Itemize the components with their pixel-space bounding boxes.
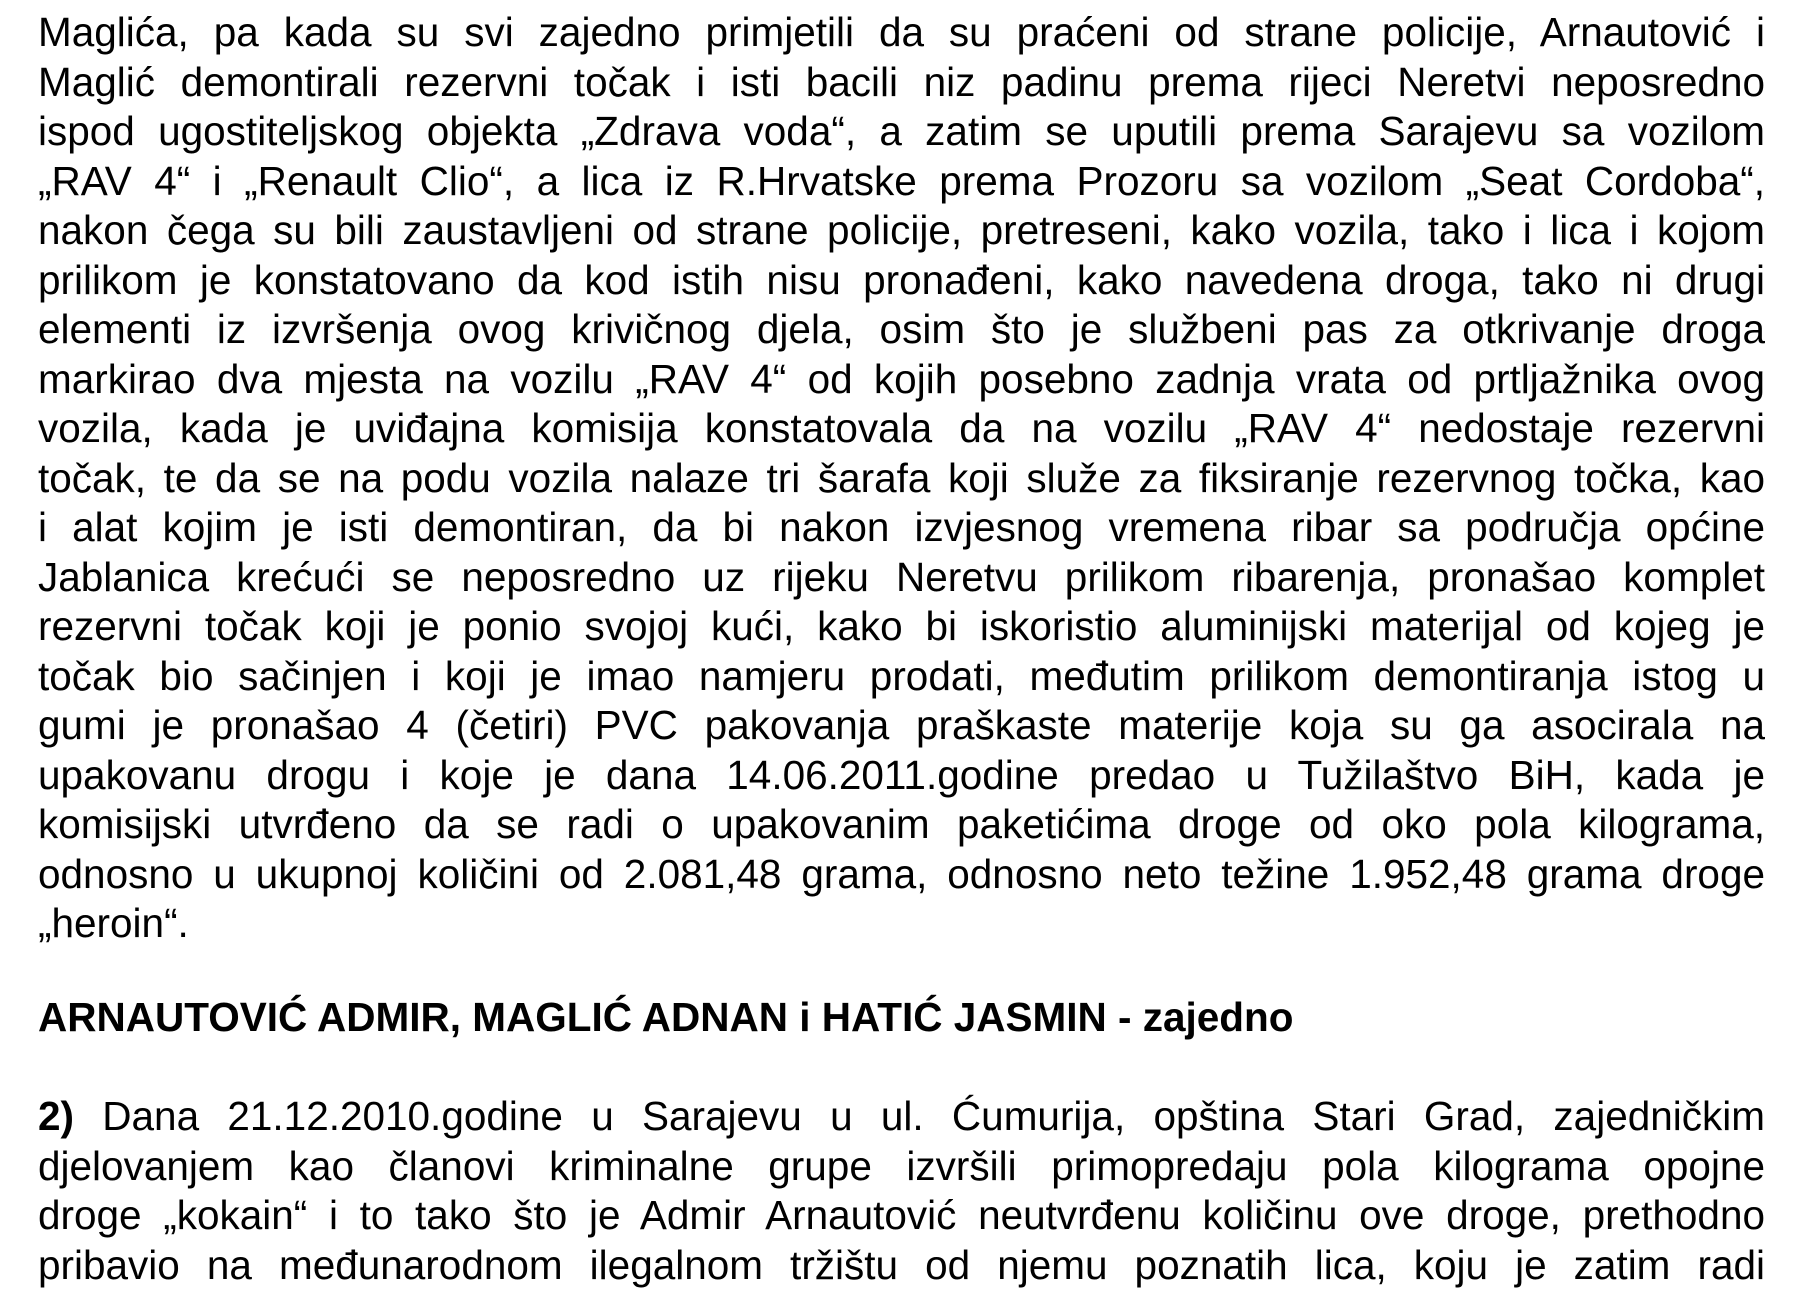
text-line: „RAV 4“ i „Renault Clio“, a lica iz R.Hrvatske prema Prozoru sa vozilom „Seat Cordoba“, (38, 157, 1765, 204)
text-line-last: „heroin“. (38, 900, 189, 946)
paragraph-2 (38, 1092, 1765, 1290)
text-line: komisijski utvrđeno da se radi o upakovanim paketićima droge od oko pola kilograma, (38, 801, 1765, 847)
text-line: markirao dva mjesta na vozilu „RAV 4“ od kojih posebno zadnja vrata od prtljažnika ovog (38, 355, 1765, 402)
text-line: Maglić demontirali rezervni točak i isti bacili niz padinu prema rijeci Neretvi neposredno (38, 58, 1765, 105)
text-line: odnosno u ukupnoj količini od 2.081,48 grama, odnosno neto težine 1.952,48 grama droge (38, 850, 1765, 897)
text-line: nakon čega su bili zaustavljeni od strane policije, pretreseni, kako vozila, tako i lica i kojom (38, 207, 1765, 253)
text-line: vozila, kada je uviđajna komisija konstatovala da na vozilu „RAV 4“ nedostaje rezervni (38, 405, 1765, 451)
text-line: pribavio na međunarodnom ilegalnom tržištu od njemu poznatih lica, koju je zatim radi (38, 1241, 1765, 1288)
text-line: Maglića, pa kada su svi zajedno primjetili da su praćeni od strane policije, Arnautović i (38, 9, 1765, 55)
section-heading: ARNAUTOVIĆ ADMIR, MAGLIĆ ADNAN i HATIĆ JASMIN - zajedno (38, 994, 1294, 1040)
paragraph-1 (38, 8, 1765, 949)
text-line: i alat kojim je isti demontiran, da bi nakon izvjesnog vremena ribar sa područja općine (38, 504, 1765, 550)
text-line: djelovanjem kao članovi kriminalne grupe izvršili primopredaju pola kilograma opojne (38, 1142, 1765, 1189)
text-line: prilikom je konstatovano da kod istih nisu pronađeni, kako navedena droga, tako ni drugi (38, 256, 1765, 303)
text-line (38, 1092, 1765, 1142)
paragraph-2-first-line-text: Dana 21.12.2010.godine u Sarajevu u ul. Ćumurija, opština Stari Grad, zajedničkim (74, 1093, 1765, 1139)
text-line: upakovanu drogu i koje je dana 14.06.2011.godine predao u Tužilaštvo BiH, kada je (38, 751, 1765, 798)
text-line: točak, te da se na podu vozila nalaze tri šarafa koji služe za fiksiranje rezervnog točka, kao (38, 454, 1765, 501)
document-page (38, 0, 1765, 1292)
text-line: droge „kokain“ i to tako što je Admir Arnautović neutvrđenu količinu ove droge, prethodno (38, 1192, 1765, 1238)
text-line: gumi je pronašao 4 (četiri) PVC pakovanja praškaste materije koja su ga asocirala na (38, 702, 1765, 748)
paragraph-number: 2) (38, 1093, 75, 1139)
text-line: ispod ugostiteljskog objekta „Zdrava voda“, a zatim se uputili prema Sarajevu sa vozilom (38, 108, 1765, 154)
text-line: rezervni točak koji je ponio svojoj kući, kako bi iskoristio aluminijski materijal od kojeg je (38, 603, 1765, 649)
text-line: Jablanica krećući se neposredno uz rijeku Neretvu prilikom ribarenja, pronašao komplet (38, 553, 1765, 600)
text-line: elementi iz izvršenja ovog krivičnog djela, osim što je službeni pas za otkrivanje droga (38, 306, 1765, 352)
text-line: točak bio sačinjen i koji je imao namjeru prodati, međutim prilikom demontiranja istog u (38, 652, 1765, 699)
